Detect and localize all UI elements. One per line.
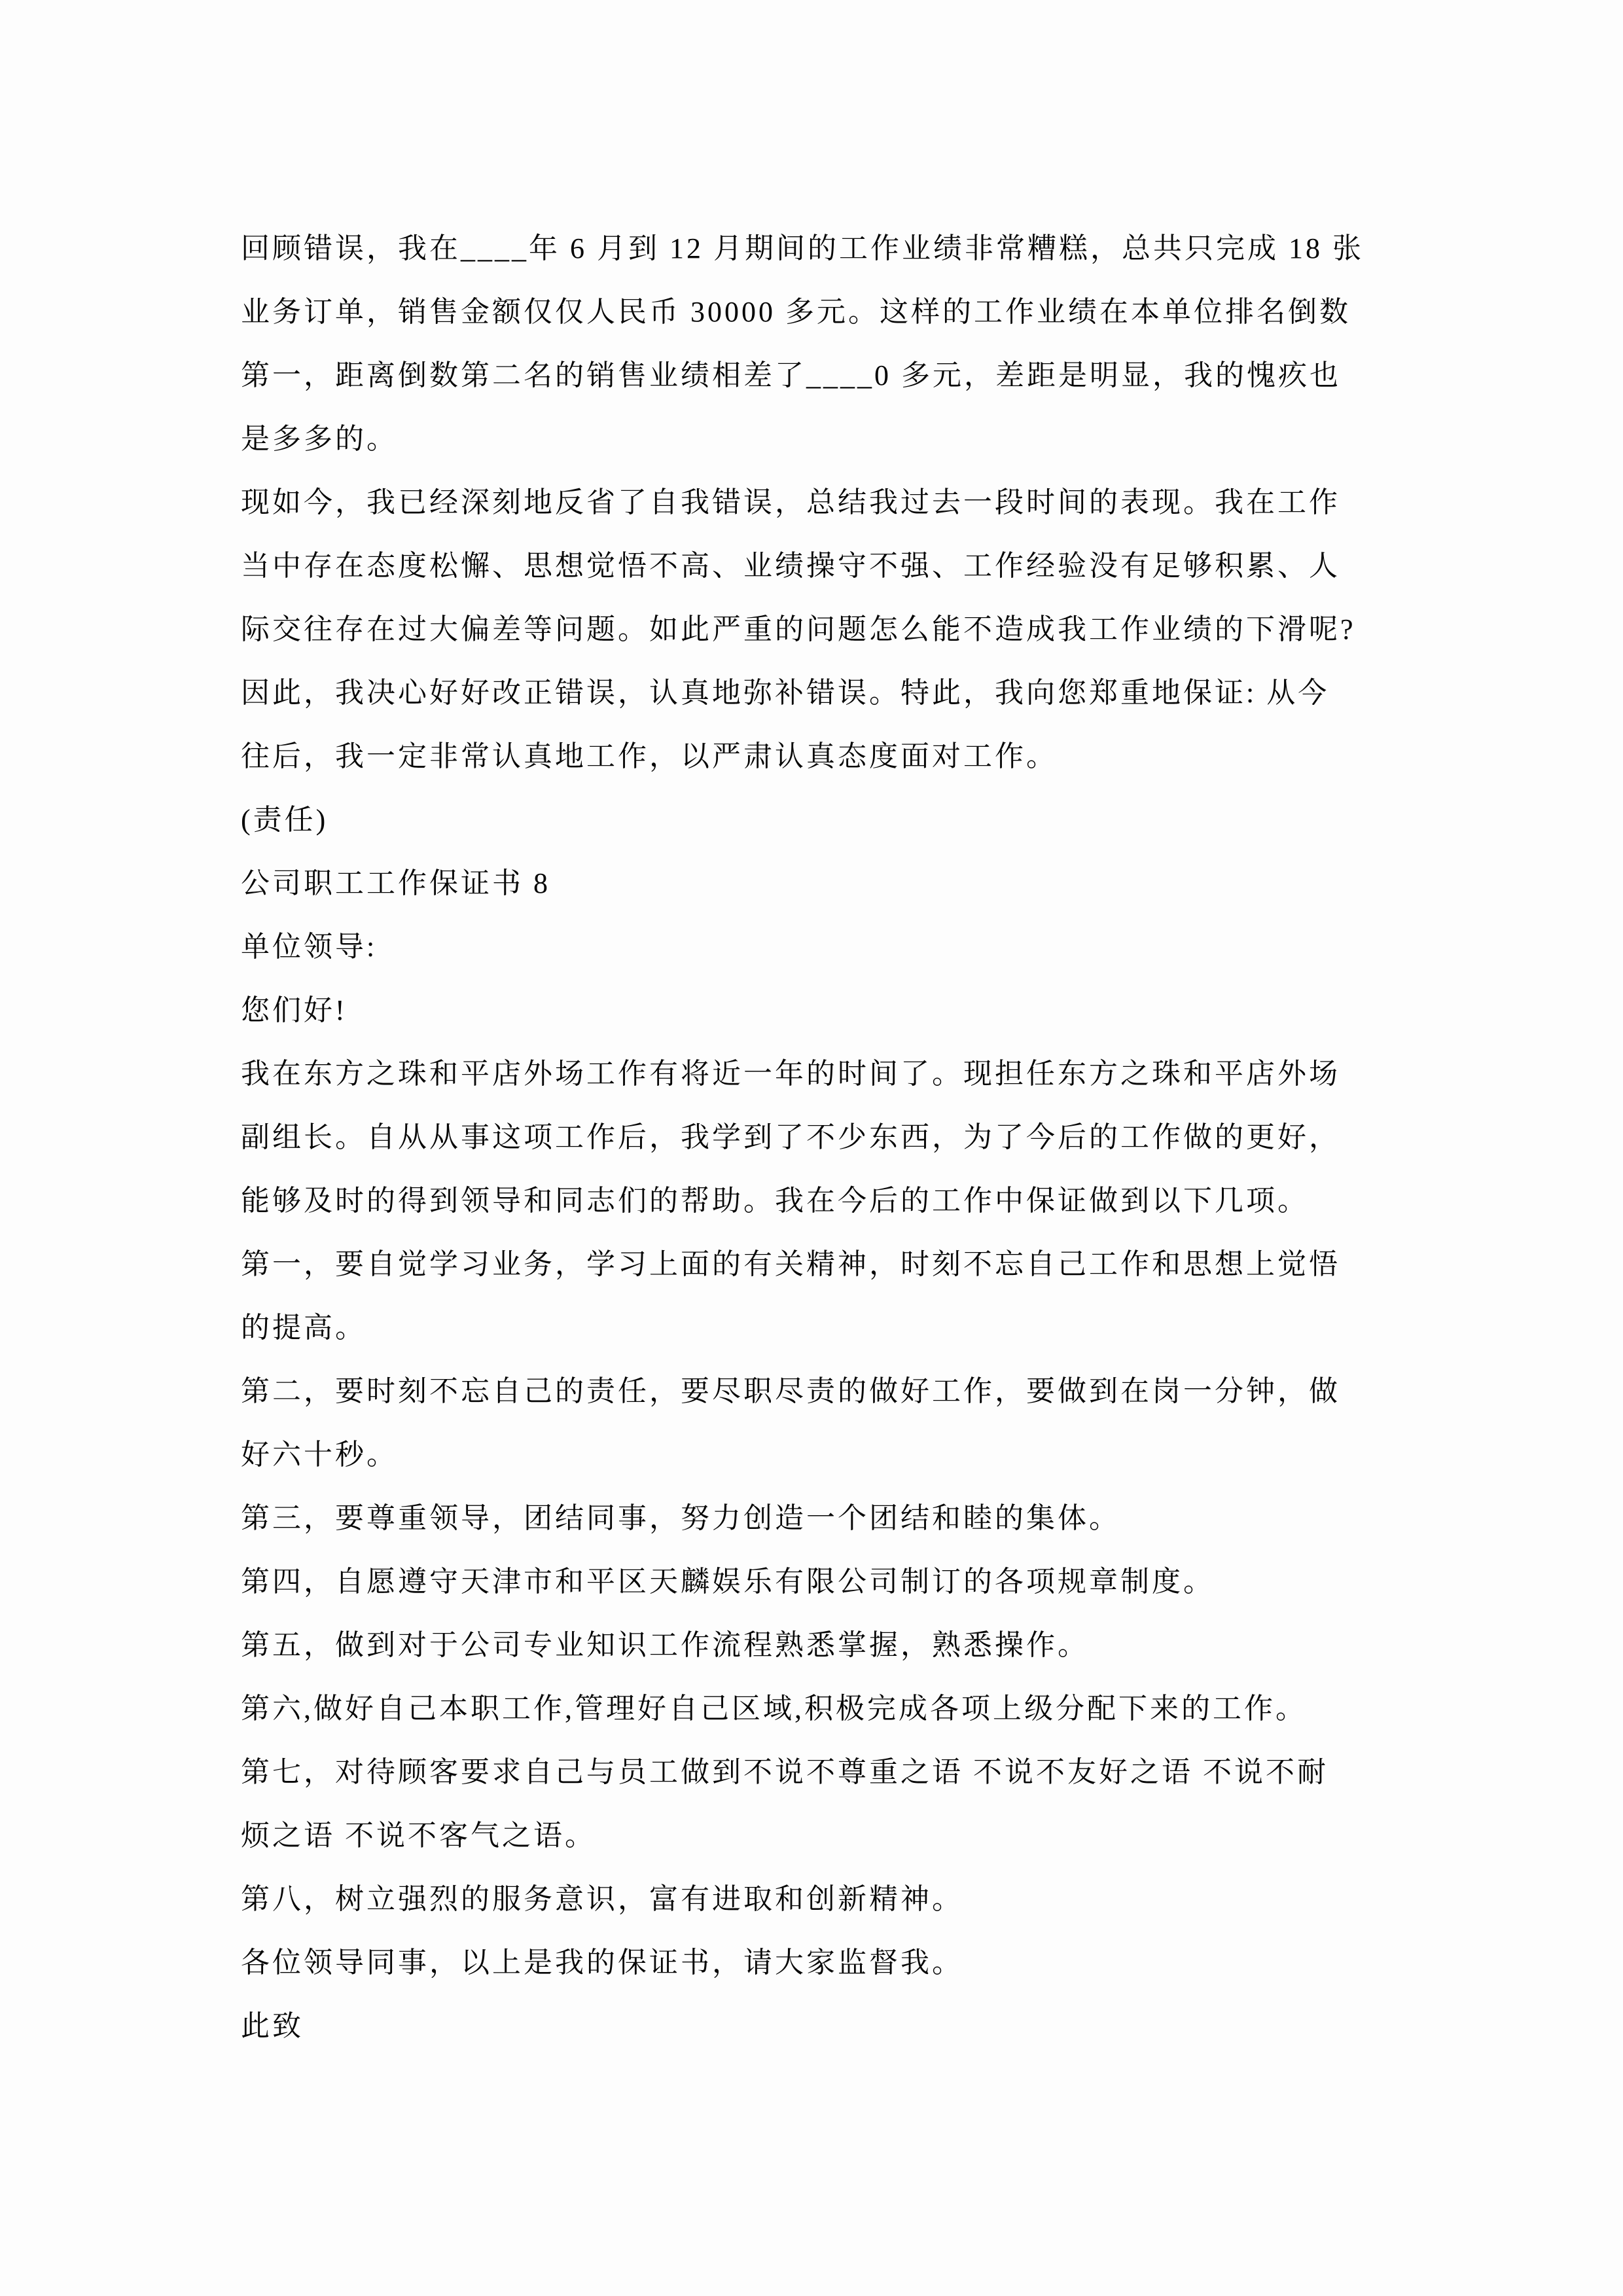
document-line: 因此，我决心好好改正错误，认真地弥补错误。特此，我向您郑重地保证: 从今 bbox=[241, 677, 1330, 709]
list-item-line: 第一，要自觉学习业务，学习上面的有关精神，时刻不忘自己工作和思想上觉悟 bbox=[241, 1248, 1340, 1280]
list-item-line: 的提高。 bbox=[241, 1312, 366, 1344]
list-item-line: 烦之语 不说不客气之语。 bbox=[241, 1820, 596, 1852]
document-line: 现如今，我已经深刻地反省了自我错误，总结我过去一段时间的表现。我在工作 bbox=[241, 486, 1340, 518]
list-item-line: 第三，要尊重领导，团结同事，努力创造一个团结和睦的集体。 bbox=[241, 1502, 1120, 1534]
list-item-line: 第八，树立强烈的服务意识，富有进取和创新精神。 bbox=[241, 1883, 963, 1915]
section-title: 公司职工工作保证书 8 bbox=[241, 867, 550, 899]
document-line: 各位领导同事，以上是我的保证书，请大家监督我。 bbox=[241, 1946, 963, 1979]
document-body bbox=[241, 217, 1382, 2058]
document-line: 当中存在态度松懈、思想觉悟不高、业绩操守不强、工作经验没有足够积累、人 bbox=[241, 550, 1340, 582]
document-line: 回顾错误，我在____年 6 月到 12 月期间的工作业绩非常糟糕，总共只完成 18 张 bbox=[241, 232, 1364, 264]
document-line: 第一，距离倒数第二名的销售业绩相差了____0 多元，差距是明显，我的愧疚也 bbox=[241, 359, 1341, 391]
list-item-line: 第六,做好自己本职工作,管理好自己区域,积极完成各项上级分配下来的工作。 bbox=[241, 1693, 1307, 1725]
list-item-line: 第七，对待顾客要求自己与员工做到不说不尊重之语 不说不友好之语 不说不耐 bbox=[241, 1756, 1329, 1788]
list-item-line: 第四，自愿遵守天津市和平区天麟娱乐有限公司制订的各项规章制度。 bbox=[241, 1566, 1215, 1598]
list-item-line: 好六十秒。 bbox=[241, 1439, 398, 1471]
document-line: 我在东方之珠和平店外场工作有将近一年的时间了。现担任东方之珠和平店外场 bbox=[241, 1058, 1340, 1090]
document-line: 际交往存在过大偏差等问题。如此严重的问题怎么能不造成我工作业绩的下滑呢? bbox=[241, 613, 1356, 645]
greeting-line: 您们好! bbox=[241, 994, 348, 1026]
document-line: 副组长。自从从事这项工作后，我学到了不少东西，为了今后的工作做的更好， bbox=[241, 1121, 1340, 1153]
closing-line: 此致 bbox=[241, 2010, 304, 2042]
document-line: 能够及时的得到领导和同志们的帮助。我在今后的工作中保证做到以下几项。 bbox=[241, 1185, 1309, 1217]
document-line: 往后，我一定非常认真地工作，以严肃认真态度面对工作。 bbox=[241, 740, 1058, 772]
note-line: (责任) bbox=[241, 804, 329, 836]
salutation-line: 单位领导: bbox=[241, 931, 378, 963]
document-line: 业务订单，销售金额仅仅人民币 30000 多元。这样的工作业绩在本单位排名倒数 bbox=[241, 296, 1351, 328]
document-line: 是多多的。 bbox=[241, 423, 398, 455]
list-item-line: 第二，要时刻不忘自己的责任，要尽职尽责的做好工作，要做到在岗一分钟，做 bbox=[241, 1375, 1340, 1407]
list-item-line: 第五，做到对于公司专业知识工作流程熟悉掌握，熟悉操作。 bbox=[241, 1629, 1089, 1661]
